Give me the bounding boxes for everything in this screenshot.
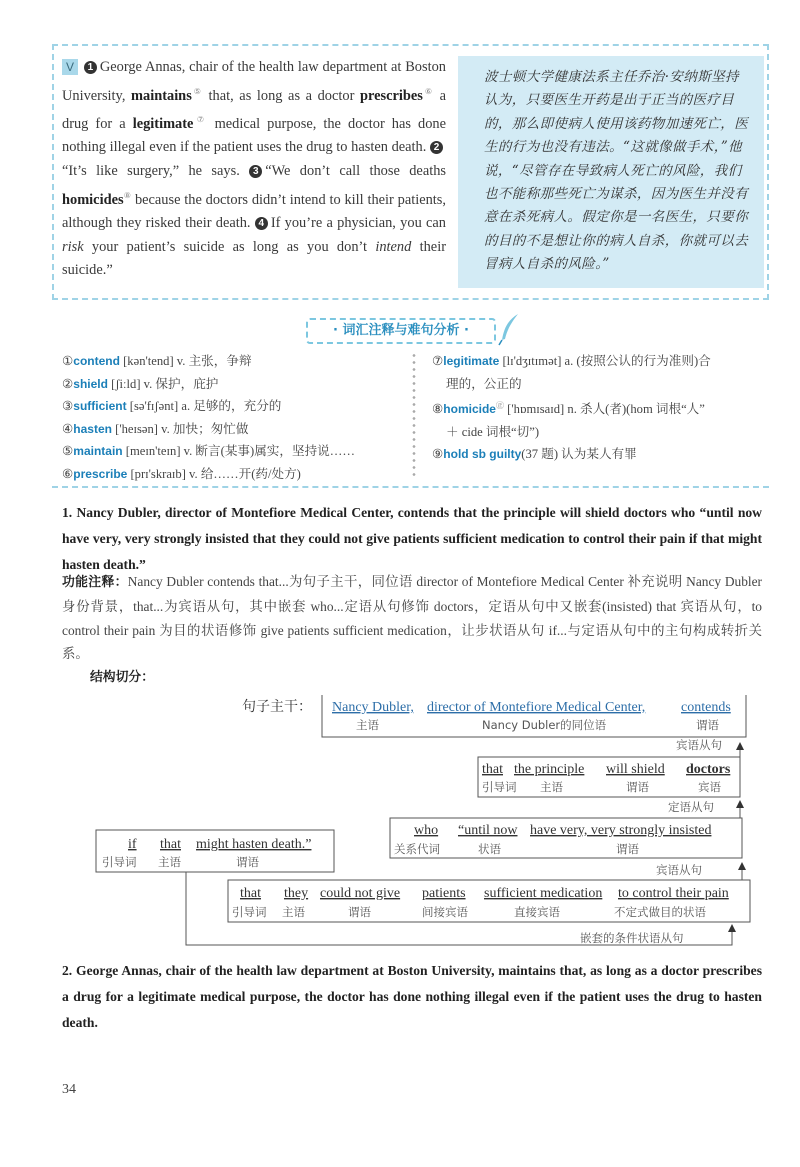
- arrow-label-attributive: 定语从句: [668, 800, 714, 814]
- passage-text: your patient’s suicide as long as you don’t: [83, 238, 376, 255]
- footnote-mark: ⑦: [193, 114, 208, 124]
- b3-word: have very, very strongly insisted: [530, 823, 712, 838]
- page-number: 34: [62, 1082, 76, 1097]
- b5-word: that: [240, 886, 261, 901]
- vocab-item: ⑥prescribe [prɪ'skraɪb] v. 给……开(药/处方): [62, 466, 301, 481]
- sentence-number-2: 2: [430, 141, 443, 154]
- vocab-item: ⑦legitimate [lɪ'dʒɪtɪmət] a. (按照公认的行为准则)合: [432, 354, 711, 368]
- keyword-homicides: homicides: [62, 191, 124, 208]
- sentence-number-1: 1: [84, 61, 97, 74]
- b5-label: 引导词: [232, 905, 267, 919]
- vocab-item-cont: ＋ cide 词根“切”): [446, 424, 540, 439]
- b2-label: 谓语: [626, 780, 649, 794]
- b5-label: 间接宾语: [422, 905, 468, 919]
- paragraph-marker: V: [62, 59, 78, 75]
- b4-label: 主语: [158, 855, 181, 869]
- vocab-item: ②shield [ʃiːld] v. 保护，庇护: [62, 376, 219, 391]
- vocab-item: ⑨hold sb guilty(37 题) 认为某人有罪: [432, 447, 637, 462]
- b5-word: sufficient medication: [484, 886, 603, 901]
- arrow-label-object-clause: 宾语从句: [676, 738, 722, 752]
- chinese-translation: 波士顿大学健康法系主任乔治·安纳斯坚持认为，只要医生开药是出于正当的医疗目的，那么即使病人使用该药物加速死亡，医生的行为也没有违法。“这就像做手术，”他说，“尽管存在导致病人死亡的风险，我们也不能称那些死亡为谋杀，因为医生并没有意在杀死病人。假定你是一名医生，只要你的目的不是想让你的病人自杀，你就可以去冒病人自杀的风险。”: [458, 56, 764, 288]
- b4-label: 引导词: [102, 855, 137, 869]
- label-verb: 谓语: [696, 718, 719, 732]
- passage-text: their suicide.”: [62, 238, 446, 279]
- b3-label: 谓语: [616, 842, 639, 856]
- b5-word: patients: [422, 886, 466, 901]
- b3-word: who: [414, 823, 439, 838]
- b5-label: 主语: [282, 905, 305, 919]
- b2-label: 宾语: [698, 780, 721, 794]
- trunk-subject: Nancy Dubler,: [332, 700, 414, 715]
- vocab-item: ①contend [kən'tend] v. 主张，争辩: [62, 354, 252, 368]
- b2-word: the principle: [514, 762, 585, 777]
- analysis-label: 功能注释：: [62, 575, 128, 590]
- b4-word: if: [128, 837, 137, 852]
- label-subject: 主语: [356, 718, 379, 732]
- passage-text: George Annas, chair of the health law department at Boston University,: [62, 59, 446, 104]
- footnote-mark: ⑧: [123, 190, 132, 200]
- trunk-appositive: director of Montefiore Medical Center,: [427, 700, 646, 715]
- vocab-item: ⑤maintain [meɪn'teɪn] v. 断言(某事)属实，坚持说……: [62, 444, 355, 458]
- vocab-item: ⑧homicide㊣ ['hɒmɪsaɪd] n. 杀人(者)(hom 词根“人”: [432, 401, 705, 417]
- b5-word: could not give: [320, 886, 401, 901]
- b4-word: that: [160, 837, 181, 852]
- b2-word: that: [482, 762, 503, 777]
- b3-label: 关系代词: [394, 842, 440, 856]
- vocab-banner: · 词汇注释与难句分析 ·: [306, 318, 496, 344]
- b5-label: 不定式做目的状语: [614, 905, 706, 919]
- b4-label: 谓语: [236, 855, 259, 869]
- b2-word: will shield: [606, 762, 665, 777]
- passage-text: medical purpose, the doctor has done nothing illegal even if the patient uses the drug to hasten death.: [62, 115, 447, 156]
- passage-text: “It’s like surgery,” he says.: [62, 162, 240, 179]
- b5-label: 谓语: [348, 905, 371, 919]
- keyword-legitimate: legitimate: [132, 115, 194, 132]
- vocab-item: ③sufficient [sə'fɪʃənt] a. 足够的，充分的: [62, 399, 282, 413]
- b2-label: 主语: [540, 780, 563, 794]
- vocab-item: ④hasten ['heɪsən] v. 加快；匆忙做: [62, 421, 249, 436]
- b5-label: 直接宾语: [514, 905, 560, 919]
- b2-label: 引导词: [482, 780, 517, 794]
- b3-word: “until now: [458, 823, 518, 838]
- italic-risk: risk: [62, 238, 84, 255]
- b5-word: they: [284, 886, 309, 901]
- keyword-prescribes: prescribes: [359, 87, 423, 104]
- italic-intend: intend: [375, 238, 412, 255]
- passage-text: a drug for a: [62, 87, 446, 132]
- keyword-maintains: maintains: [131, 87, 192, 104]
- analysis-text: Nancy Dubler contends that...为句子主干，同位语 director of Montefiore Medical Center 补充说明 Nancy Dubler 身份背景，that...为宾语从句，其中嵌套 who...定语从句修饰 doctors，定语从句中又嵌套(insisted) that 宾语从句，to control their pain 为目的状语修饰 give patients sufficient medication，让步状语从句 if...与定语从句中的主句构成转折关系。: [62, 574, 763, 662]
- footnote-mark: ⑤: [191, 86, 203, 96]
- structure-label: 结构切分：: [90, 670, 154, 685]
- passage-text: “We don’t call those deaths: [265, 162, 447, 179]
- passage-text: If you’re a physician, you can: [270, 214, 447, 231]
- b3-label: 状语: [478, 842, 501, 856]
- vocab-item-cont: 理的，公正的: [446, 376, 522, 391]
- b2-word: doctors: [686, 762, 731, 777]
- passage-text: that, as long as a doctor: [202, 87, 360, 104]
- b5-word: to control their pain: [618, 886, 729, 901]
- arrow-label-object-clause-2: 宾语从句: [656, 863, 702, 877]
- passage-text: because the doctors didn’t intend to kill their patients, although they risked their death.: [62, 191, 447, 231]
- difficult-sentence-1: 1. Nancy Dubler, director of Montefiore Medical Center, contends that the principle will shield doctors who “until now have very, very strongly insisted that they could not give patients sufficient medication to control their pain if that might hasten death.”: [62, 505, 762, 572]
- difficult-sentence-2: 2. George Annas, chair of the health law department at Boston University, maintains that, as long as a doctor prescribes a drug for a legitimate medical purpose, the doctor has done nothing illegal even if the patient uses the drug to hasten death.: [62, 963, 762, 1030]
- arrow-label-conditional: 嵌套的条件状语从句: [580, 931, 684, 945]
- label-appositive: Nancy Dubler的同位语: [482, 718, 607, 732]
- high-frequency-mark: ㊣: [495, 401, 504, 410]
- sentence-number-3: 3: [249, 165, 262, 178]
- footnote-mark: ⑥: [422, 86, 435, 96]
- trunk-verb: contends: [681, 700, 731, 715]
- b4-word: might hasten death.”: [196, 837, 312, 852]
- trunk-label: 句子主干：: [242, 700, 312, 715]
- sentence-number-4: 4: [255, 217, 268, 230]
